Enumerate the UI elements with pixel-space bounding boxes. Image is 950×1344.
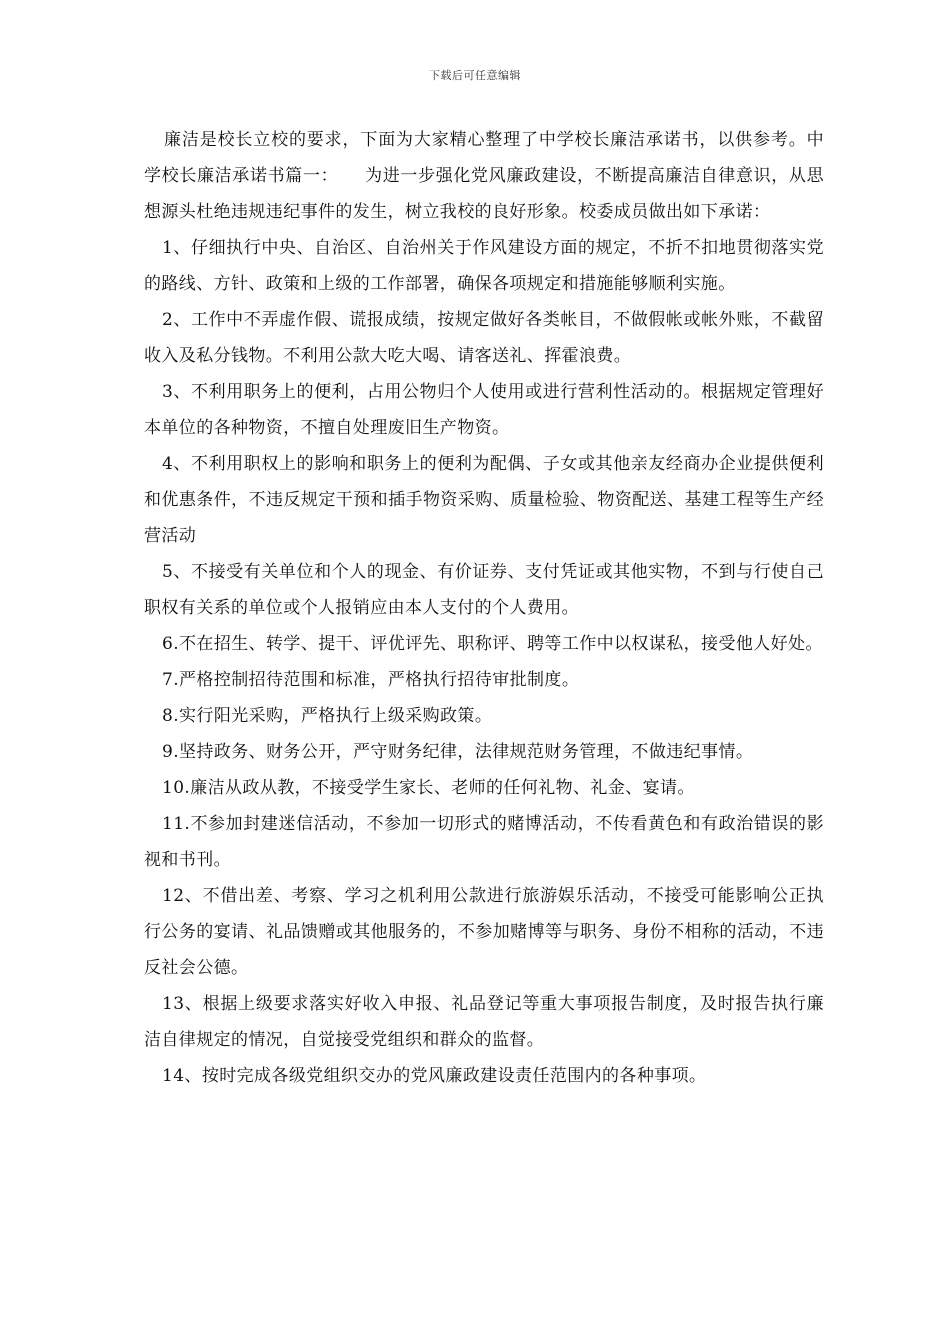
commitment-item-10: 10.廉洁从政从教，不接受学生家长、老师的任何礼物、礼金、宴请。 xyxy=(162,778,695,798)
commitment-item-11: 11.不参加封建迷信活动，不参加一切形式的赌博活动，不传看黄色和有政治错误的影视和书刊。 xyxy=(144,814,824,870)
commitment-item-6: 6.不在招生、转学、提干、评优评先、职称评、聘等工作中以权谋私，接受他人好处。 xyxy=(162,634,823,654)
header-note: 下载后可任意编辑 xyxy=(429,69,521,82)
intro-paragraph: 廉洁是校长立校的要求，下面为大家精心整理了中学校长廉洁承诺书，以供参考。中学校长廉洁承诺书篇一： 为进一步强化党风廉政建设，不断提高廉洁自律意识，从思想源头杜绝违规违纪事件的发生，树立我校的良好形象。校委成员做出如下承诺： xyxy=(144,130,824,222)
commitment-item-12: 12、不借出差、考察、学习之机利用公款进行旅游娱乐活动，不接受可能影响公正执行公务的宴请、礼品馈赠或其他服务的，不参加赌博等与职务、身份不相称的活动，不违反社会公德。 xyxy=(144,886,824,978)
commitment-item-4: 4、不利用职权上的影响和职务上的便利为配偶、子女或其他亲友经商办企业提供便利和优惠条件，不违反规定干预和插手物资采购、质量检验、物资配送、基建工程等生产经营活动 xyxy=(144,454,824,546)
document-body xyxy=(144,122,824,1094)
commitment-item-13: 13、根据上级要求落实好收入申报、礼品登记等重大事项报告制度，及时报告执行廉洁自律规定的情况，自觉接受党组织和群众的监督。 xyxy=(144,994,824,1050)
commitment-item-8: 8.实行阳光采购，严格执行上级采购政策。 xyxy=(162,706,493,726)
commitment-item-5: 5、不接受有关单位和个人的现金、有价证券、支付凭证或其他实物，不到与行使自己职权有关系的单位或个人报销应由本人支付的个人费用。 xyxy=(144,562,824,618)
commitment-item-3: 3、不利用职务上的便利，占用公物归个人使用或进行营利性活动的。根据规定管理好本单位的各种物资，不擅自处理废旧生产物资。 xyxy=(144,382,824,438)
commitment-item-7: 7.严格控制招待范围和标准，严格执行招待审批制度。 xyxy=(162,670,580,690)
commitment-item-2: 2、工作中不弄虚作假、谎报成绩，按规定做好各类帐目，不做假帐或帐外账，不截留收入及私分钱物。不利用公款大吃大喝、请客送礼、挥霍浪费。 xyxy=(144,310,824,366)
commitment-item-1: 1、仔细执行中央、自治区、自治州关于作风建设方面的规定，不折不扣地贯彻落实党的路线、方针、政策和上级的工作部署，确保各项规定和措施能够顺利实施。 xyxy=(144,238,824,294)
commitment-item-14: 14、按时完成各级党组织交办的党风廉政建设责任范围内的各种事项。 xyxy=(162,1066,707,1086)
commitment-item-9: 9.坚持政务、财务公开，严守财务纪律，法律规范财务管理，不做违纪事情。 xyxy=(162,742,754,762)
